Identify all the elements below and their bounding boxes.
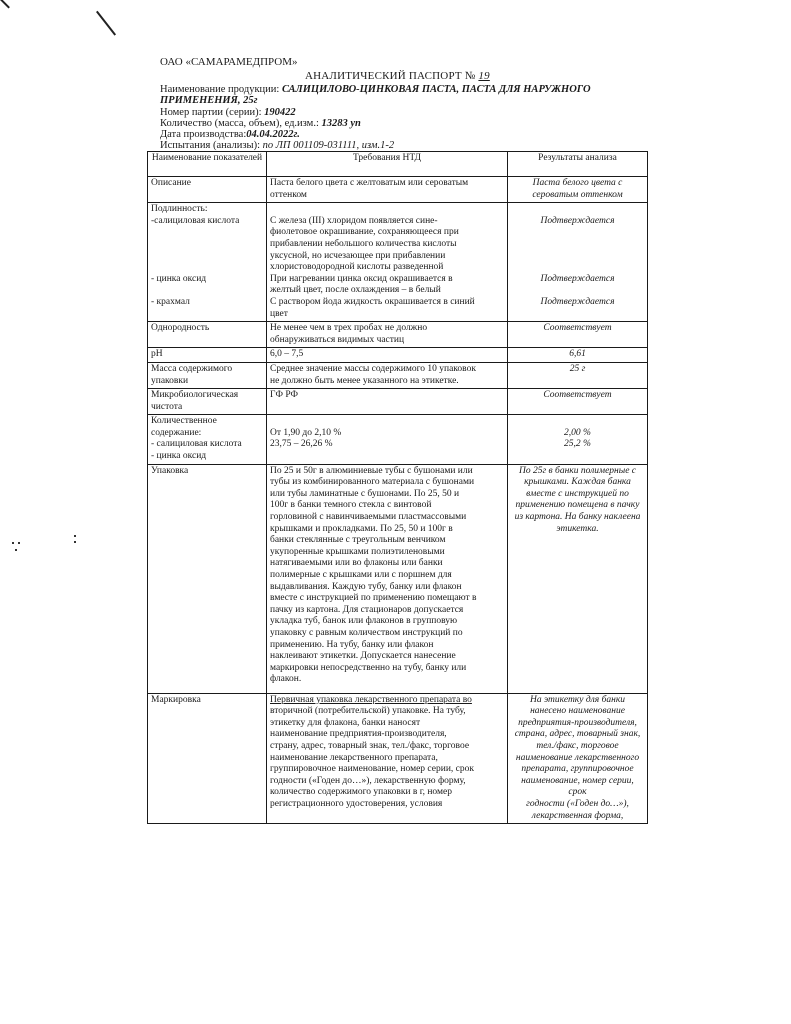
company-name: ОАО «САМАРАМЕДПРОМ» bbox=[160, 56, 298, 68]
row-result: 6,61 bbox=[508, 348, 648, 363]
table-row bbox=[148, 464, 648, 693]
row-requirement: Не менее чем в трех пробах не должно обнаруживаться видимых частиц bbox=[267, 322, 508, 348]
row-name: Микробиологическая чистота bbox=[148, 389, 267, 415]
scan-stroke bbox=[0, 0, 10, 8]
quantity-line: Количество (масса, объем), ед.изм.: 13283 уп bbox=[160, 118, 361, 129]
table-row bbox=[148, 177, 648, 203]
row-name: Маркировка bbox=[148, 693, 267, 824]
row-requirement: С железа (III) хлоридом появляется сине- фиолетовое окрашивание, сохраняющееся при прибавлении небольшого количества кислоты уксусной, но исчезающее при прибавлении хлористоводородной кислоты разведенной При нагревании цинка оксид окрашивается в желтый цвет, после охлаждения – в белый С раствором йода жидкость окрашивается в синий цвет bbox=[267, 203, 508, 322]
row-result: Соответствует bbox=[508, 322, 648, 348]
column-header-requirements: Требования НТД bbox=[267, 152, 508, 177]
row-requirement: Паста белого цвета с желтоватым или сероватым оттенком bbox=[267, 177, 508, 203]
table-row bbox=[148, 693, 648, 824]
scan-dot bbox=[15, 549, 17, 551]
table-header-row bbox=[148, 152, 648, 177]
row-result: 2,00 % 25,2 % bbox=[508, 415, 648, 464]
row-requirement: Первичная упаковка лекарственного препарата во вторичной (потребительской) упаковке. На тубу, этикетку для флакона, банки наносят наименование предприятия-производителя, страну, адрес, товарный знак, тел./факс, торговое наименование лекарственного препарата, группировочное наименование, номер серии, срок годности («Годен до…»), лекарственную форму, количество содержимого упаковки в г, номер регистрационного удостоверения, условия bbox=[267, 693, 508, 824]
scan-dot bbox=[74, 541, 76, 543]
table-row bbox=[148, 362, 648, 388]
table-row bbox=[148, 389, 648, 415]
product-line: Наименование продукции: САЛИЦИЛОВО-ЦИНКОВАЯ ПАСТА, ПАСТА ДЛЯ НАРУЖНОГО bbox=[160, 84, 591, 95]
row-name: Упаковка bbox=[148, 464, 267, 693]
row-requirement: ГФ РФ bbox=[267, 389, 508, 415]
batch-line: Номер партии (серии): 190422 bbox=[160, 107, 296, 118]
product-line-2: ПРИМЕНЕНИЯ, 25г bbox=[160, 95, 258, 106]
row-result: По 25г в банки полимерные с крышками. Каждая банка вместе с инструкцией по применению помещена в пачку из картона. На банку наклеена этикетка. bbox=[508, 464, 648, 693]
row-name: Описание bbox=[148, 177, 267, 203]
passport-title: АНАЛИТИЧЕСКИЙ ПАСПОРТ № 19 bbox=[305, 70, 490, 82]
analysis-table bbox=[147, 151, 648, 824]
row-name: Однородность bbox=[148, 322, 267, 348]
row-result: Соответствует bbox=[508, 389, 648, 415]
table-row bbox=[148, 203, 648, 322]
table-row bbox=[148, 322, 648, 348]
scan-dot bbox=[12, 542, 14, 544]
row-result: 25 г bbox=[508, 362, 648, 388]
tests-line: Испытания (анализы): по ЛП 001109-031111, изм.1-2 bbox=[160, 140, 395, 151]
row-name: Масса содержимого упаковки bbox=[148, 362, 267, 388]
row-requirement: По 25 и 50г в алюминиевые тубы с бушонами или тубы из комбинированного материала с бушонами или тубы ламинатные с бушонами. По 25, 50 и 100г в банки темного стекла с винтовой горловиной с навинчиваемыми пластмассовыми крышками и прокладками. По 25, 50 и 100г в банки стеклянные с треугольным венчиком укупоренные крышками полиэтиленовыми натягиваемыми или во флаконы или банки полимерные с крышками или с поршнем для выдавливания. Каждую тубу, банку или флакон вместе с инструкцией по применению помещают в пачку из картона. Для стационаров допускается укладка туб, банок или флаконов в групповую упаковку с равным количеством инструкций по применению. На тубу, банку или флакон наклеивают этикетки. Допускается нанесение маркировки непосредственно на тубу, банку или флакон. bbox=[267, 464, 508, 693]
scan-stroke bbox=[96, 11, 116, 36]
row-requirement: 6,0 – 7,5 bbox=[267, 348, 508, 363]
row-name: Подлинность: -салициловая кислота - цинка оксид - крахмал bbox=[148, 203, 267, 322]
column-header-results: Результаты анализа bbox=[508, 152, 648, 177]
row-name: pH bbox=[148, 348, 267, 363]
scan-dot bbox=[18, 542, 20, 544]
table-row bbox=[148, 348, 648, 363]
column-header-indicator: Наименование показателей bbox=[148, 152, 267, 177]
row-result: Паста белого цвета с сероватым оттенком bbox=[508, 177, 648, 203]
row-requirement: Среднее значение массы содержимого 10 упаковок не должно быть менее указанного на этикетке. bbox=[267, 362, 508, 388]
row-requirement: От 1,90 до 2,10 % 23,75 – 26,26 % bbox=[267, 415, 508, 464]
scan-dot bbox=[74, 535, 76, 537]
production-date-line: Дата производства:04.04.2022г. bbox=[160, 129, 300, 140]
row-result: На этикетку для банки нанесено наименование предприятия-производителя, страна, адрес, товарный знак, тел./факс, торговое наименование лекарственного препарата, группировочное наименование, номер серии, срок годности («Годен до…»), лекарственная форма, bbox=[508, 693, 648, 824]
row-name: Количественное содержание: - салициловая кислота - цинка оксид bbox=[148, 415, 267, 464]
row-result: Подтверждается Подтверждается Подтверждается bbox=[508, 203, 648, 322]
table-row bbox=[148, 415, 648, 464]
